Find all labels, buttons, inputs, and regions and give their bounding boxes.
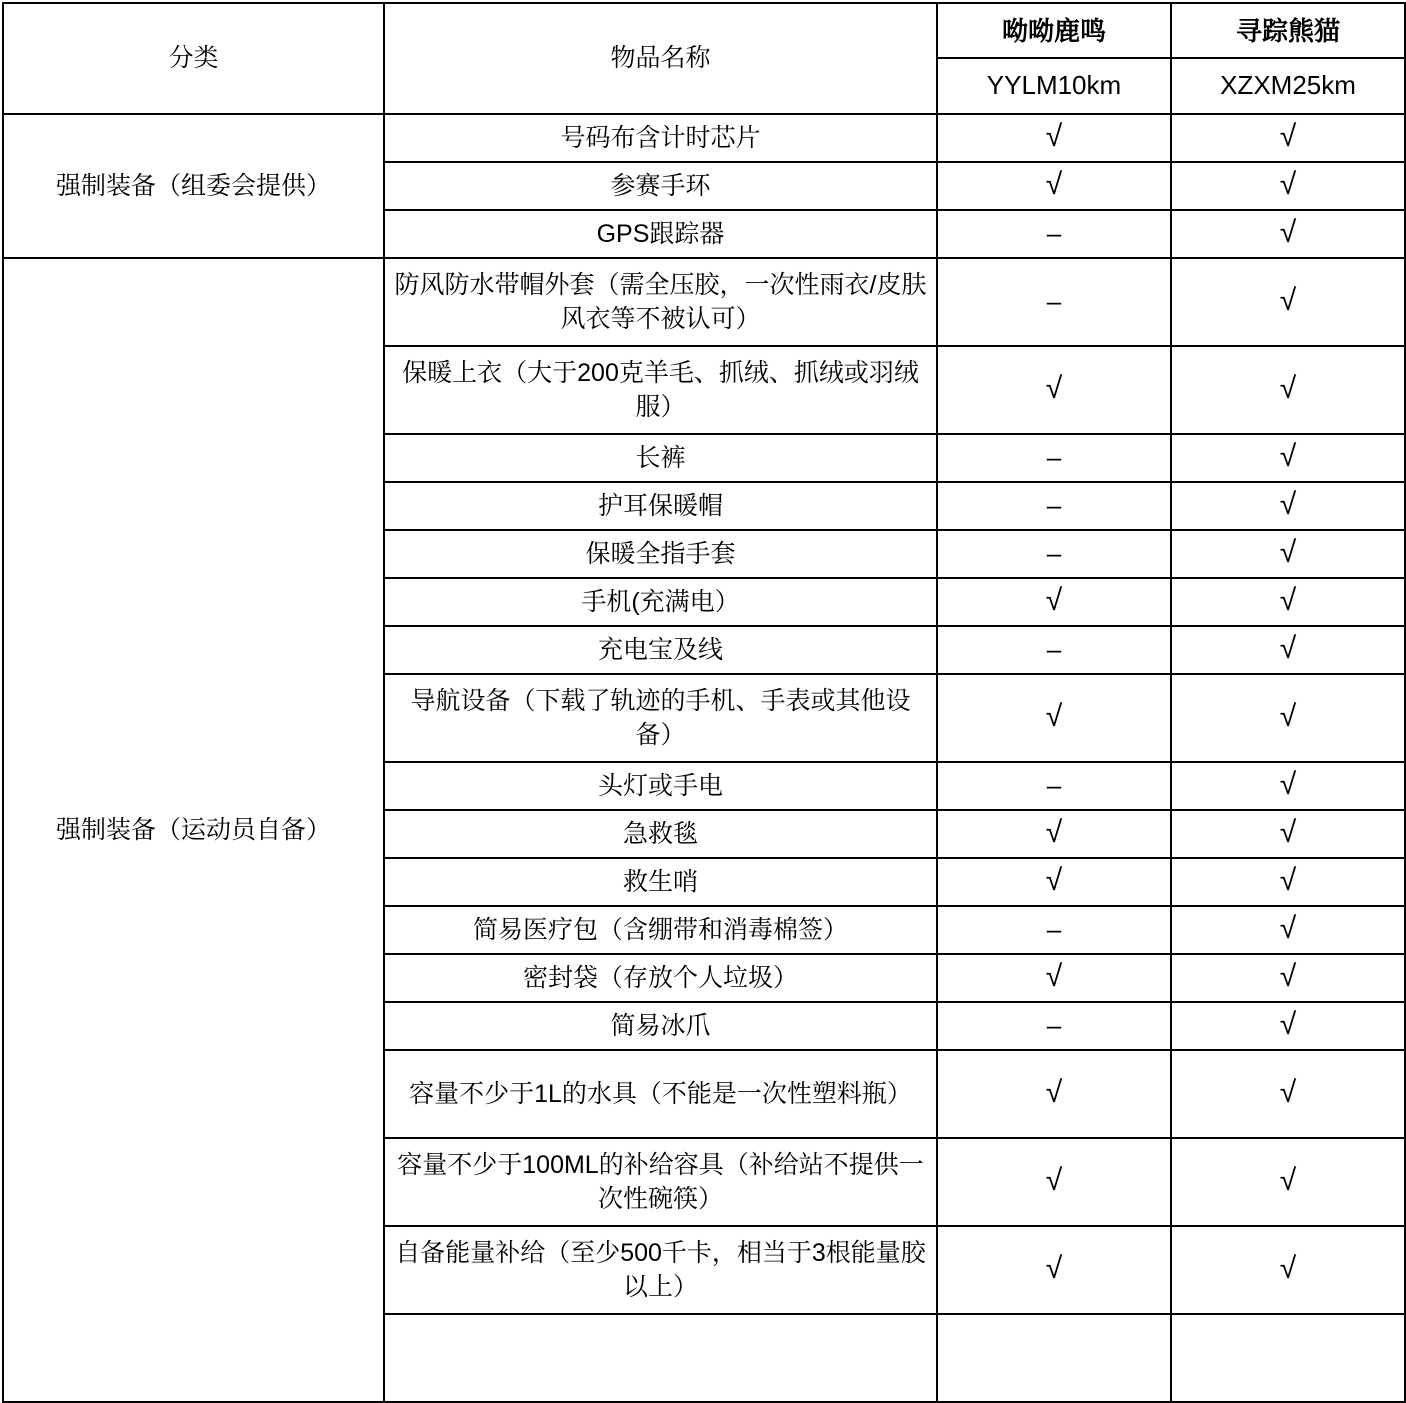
check-icon: √ [1279, 1163, 1297, 1197]
header-race-xzxm [1171, 3, 1405, 114]
header-category: 分类 [3, 3, 384, 114]
race2-mark [1171, 1050, 1405, 1138]
check-icon: √ [1279, 371, 1297, 405]
header-race-yylm-inner [938, 4, 1170, 113]
race2-mark [1171, 1226, 1405, 1314]
dash-icon: – [1046, 913, 1062, 944]
race2-mark [1171, 114, 1405, 162]
race1-mark [937, 762, 1171, 810]
race1-mark [937, 1002, 1171, 1050]
header-race-yylm-name: 呦呦鹿鸣 [938, 4, 1170, 59]
table-row [3, 114, 1405, 162]
race2-mark [1171, 762, 1405, 810]
race1-mark [937, 674, 1171, 762]
item-name: 简易冰爪 [384, 1002, 937, 1050]
race2-mark [1171, 1138, 1405, 1226]
item-name: 号码布含计时芯片 [384, 114, 937, 162]
dash-icon: – [1046, 441, 1062, 472]
check-icon: √ [1279, 959, 1297, 993]
race1-mark [937, 1050, 1171, 1138]
dash-icon: – [1046, 769, 1062, 800]
item-name: 容量不少于1L的水具（不能是一次性塑料瓶） [384, 1050, 937, 1138]
race1-mark [937, 858, 1171, 906]
item-name: 自备能量补给（至少500千卡，相当于3根能量胶以上） [384, 1226, 937, 1314]
check-icon: √ [1279, 535, 1297, 569]
race2-mark [1171, 434, 1405, 482]
check-icon: √ [1045, 583, 1063, 617]
item-name: 头灯或手电 [384, 762, 937, 810]
check-icon: √ [1279, 583, 1297, 617]
race2-mark [1171, 346, 1405, 434]
race1-mark [937, 626, 1171, 674]
check-icon: √ [1045, 699, 1063, 733]
race2-mark [1171, 674, 1405, 762]
check-icon: √ [1279, 487, 1297, 521]
race1-mark [937, 482, 1171, 530]
check-icon: √ [1279, 167, 1297, 201]
item-name: GPS跟踪器 [384, 210, 937, 258]
race2-mark [1171, 210, 1405, 258]
race1-mark [937, 1226, 1171, 1314]
item-name: 急救毯 [384, 810, 937, 858]
table-body [3, 114, 1405, 1402]
category-cell-athlete: 强制装备（运动员自备） [3, 258, 384, 1402]
table-head [3, 3, 1405, 114]
item-name: 保暖上衣（大于200克羊毛、抓绒、抓绒或羽绒服） [384, 346, 937, 434]
race2-mark [1171, 954, 1405, 1002]
race2-mark [1171, 906, 1405, 954]
check-icon: √ [1279, 863, 1297, 897]
race2-mark [1171, 258, 1405, 346]
item-name: 密封袋（存放个人垃圾） [384, 954, 937, 1002]
category-cell-organizer: 强制装备（组委会提供） [3, 114, 384, 258]
header-race-xzxm-name: 寻踪熊猫 [1172, 4, 1404, 59]
check-icon: √ [1279, 699, 1297, 733]
check-icon: √ [1279, 439, 1297, 473]
check-icon: √ [1045, 167, 1063, 201]
header-race-yylm-code: YYLM10km [986, 70, 1122, 101]
check-icon: √ [1045, 863, 1063, 897]
dash-icon: – [1046, 285, 1062, 316]
race2-mark [1171, 810, 1405, 858]
race1-mark [937, 1314, 1171, 1402]
item-name: 导航设备（下载了轨迹的手机、手表或其他设备） [384, 674, 937, 762]
race1-mark [937, 906, 1171, 954]
race2-mark [1171, 626, 1405, 674]
item-name: 手机(充满电） [384, 578, 937, 626]
check-icon: √ [1045, 959, 1063, 993]
header-race-yylm [937, 3, 1171, 114]
race1-mark [937, 346, 1171, 434]
check-icon: √ [1045, 815, 1063, 849]
race2-mark [1171, 482, 1405, 530]
table-row [3, 258, 1405, 346]
item-name: 充电宝及线 [384, 626, 937, 674]
item-name: 防风防水带帽外套（需全压胶，一次性雨衣/皮肤风衣等不被认可） [384, 258, 937, 346]
race2-mark [1171, 578, 1405, 626]
race2-mark [1171, 858, 1405, 906]
check-icon: √ [1279, 631, 1297, 665]
check-icon: √ [1279, 767, 1297, 801]
race2-mark [1171, 530, 1405, 578]
check-icon: √ [1279, 1007, 1297, 1041]
race1-mark [937, 578, 1171, 626]
dash-icon: – [1046, 537, 1062, 568]
race1-mark [937, 258, 1171, 346]
dash-icon: – [1046, 633, 1062, 664]
race1-mark [937, 1138, 1171, 1226]
check-icon: √ [1279, 215, 1297, 249]
race2-mark [1171, 1002, 1405, 1050]
check-icon: √ [1045, 119, 1063, 153]
dash-icon: – [1046, 489, 1062, 520]
check-icon: √ [1045, 1163, 1063, 1197]
check-icon: √ [1279, 1251, 1297, 1285]
check-icon: √ [1045, 371, 1063, 405]
item-name: 容量不少于100ML的补给容具（补给站不提供一次性碗筷） [384, 1138, 937, 1226]
item-name: 保暖全指手套 [384, 530, 937, 578]
item-name: 救生哨 [384, 858, 937, 906]
race1-mark [937, 954, 1171, 1002]
header-race-xzxm-inner [1172, 4, 1404, 113]
check-icon: √ [1279, 815, 1297, 849]
header-item-name: 物品名称 [384, 3, 937, 114]
check-icon: √ [1279, 911, 1297, 945]
check-icon: √ [1279, 283, 1297, 317]
race1-mark [937, 210, 1171, 258]
race2-mark [1171, 1314, 1405, 1402]
item-name: 长裤 [384, 434, 937, 482]
check-icon: √ [1045, 1251, 1063, 1285]
race1-mark [937, 810, 1171, 858]
header-race-xzxm-code: XZXM25km [1220, 70, 1356, 101]
item-name: 参赛手环 [384, 162, 937, 210]
race1-mark [937, 434, 1171, 482]
dash-icon: – [1046, 217, 1062, 248]
check-icon: √ [1279, 119, 1297, 153]
dash-icon: – [1046, 1009, 1062, 1040]
race1-mark [937, 530, 1171, 578]
gear-requirements-table [2, 2, 1406, 1403]
check-icon: √ [1279, 1075, 1297, 1109]
race2-mark [1171, 162, 1405, 210]
table-header-row [3, 3, 1405, 114]
check-icon: √ [1045, 1075, 1063, 1109]
item-name: 护耳保暖帽 [384, 482, 937, 530]
race1-mark [937, 114, 1171, 162]
item-name [384, 1314, 937, 1402]
race1-mark [937, 162, 1171, 210]
item-name: 简易医疗包（含绷带和消毒棉签） [384, 906, 937, 954]
